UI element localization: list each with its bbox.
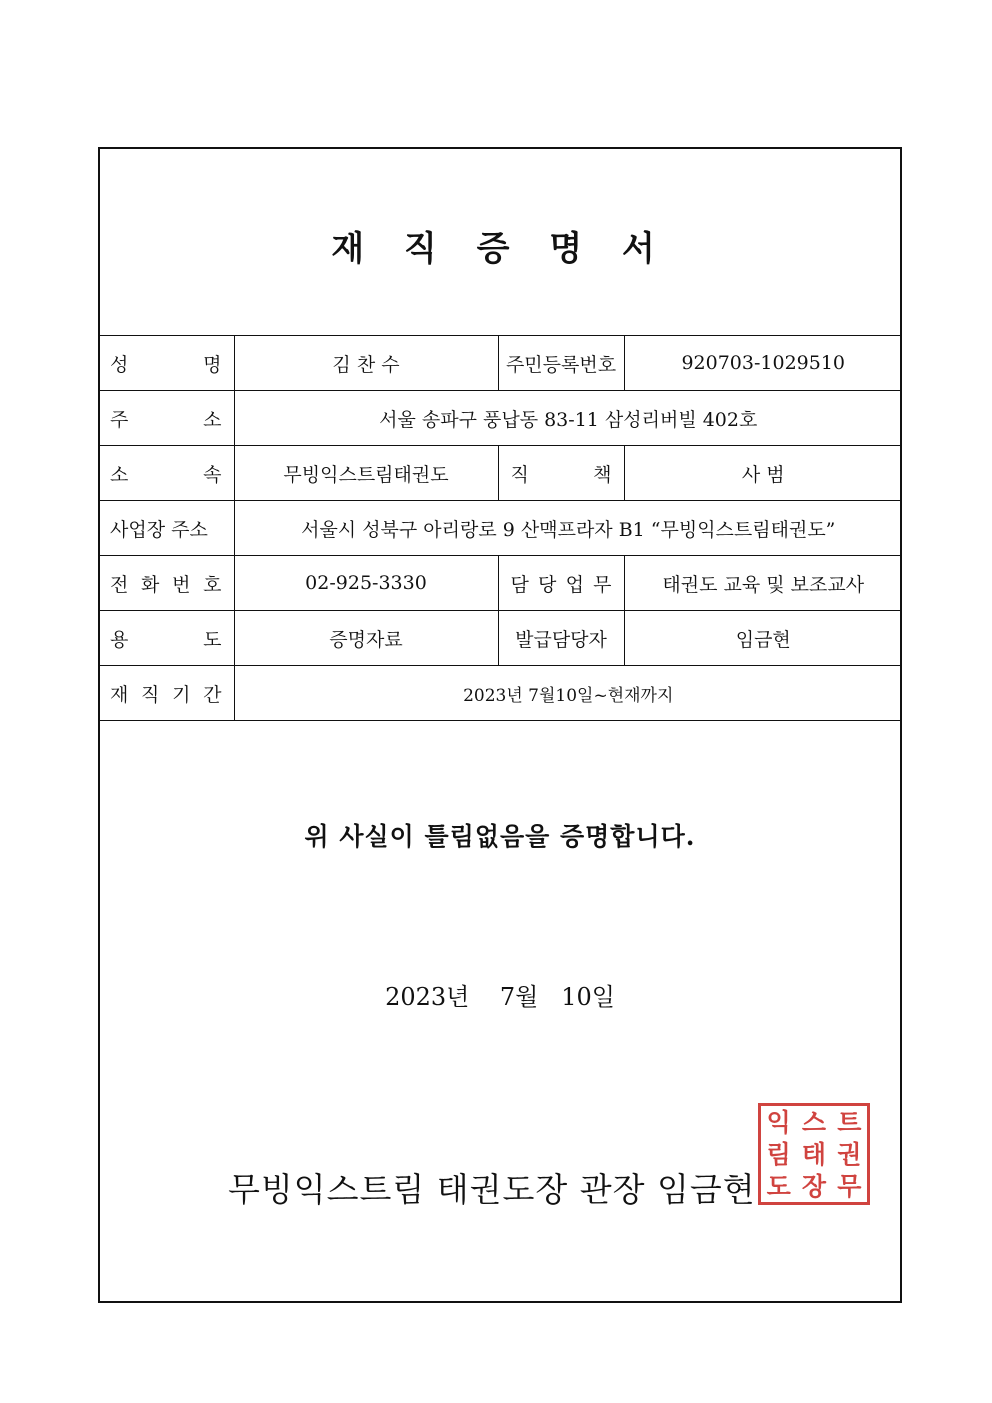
- label-period: 재 직 기 간: [98, 666, 234, 721]
- value-purpose: 증명자료: [234, 611, 498, 666]
- value-period: 2023년 7월10일~현재까지: [234, 666, 902, 721]
- certification-statement: 위 사실이 틀림없음을 증명합니다.: [304, 822, 696, 851]
- seal-char: 도: [766, 1171, 791, 1201]
- label-affiliation: 소 속: [98, 446, 234, 501]
- official-seal: [758, 1103, 870, 1205]
- document-title: 재 직 증 명 서: [331, 229, 669, 269]
- value-address: 서울 송파구 풍납동 83-11 삼성리버빌 402호: [234, 391, 902, 446]
- info-table: [98, 335, 902, 721]
- seal-char: 익: [766, 1107, 791, 1137]
- issue-date: 2023년 7월 10일: [385, 983, 615, 1011]
- label-purpose: 용 도: [98, 611, 234, 666]
- label-phone: 전 화 번 호: [98, 556, 234, 611]
- value-issuer-contact: 임금현: [624, 611, 902, 666]
- value-name: 김 찬 수: [234, 336, 498, 391]
- value-affiliation: 무빙익스트림태권도: [234, 446, 498, 501]
- seal-char: 장: [801, 1171, 827, 1201]
- value-position: 사 범: [624, 446, 902, 501]
- value-duty: 태권도 교육 및 보조교사: [624, 556, 902, 611]
- issuer-name: 무빙익스트림 태권도장 관장 임금현: [228, 1170, 756, 1209]
- value-phone: 02-925-3330: [234, 556, 498, 611]
- row-phone: [98, 556, 902, 611]
- label-address: 주 소: [98, 391, 234, 446]
- label-workplace-address: 사업장 주소: [98, 501, 234, 556]
- row-name: [98, 336, 902, 391]
- seal-char: 트: [837, 1107, 862, 1137]
- label-position: 직 책: [498, 446, 624, 501]
- row-address: [98, 391, 902, 446]
- label-rrn: 주민등록번호: [498, 336, 624, 391]
- value-rrn: 920703-1029510: [624, 336, 902, 391]
- seal-char: 림: [766, 1139, 791, 1169]
- seal-char: 태: [801, 1139, 827, 1169]
- row-purpose: [98, 611, 902, 666]
- row-period: [98, 666, 902, 721]
- seal-char: 권: [837, 1139, 862, 1169]
- seal-char: 스: [801, 1107, 827, 1137]
- value-workplace-address: 서울시 성북구 아리랑로 9 산맥프라자 B1 “무빙익스트림태권도”: [234, 501, 902, 556]
- row-affiliation: [98, 446, 902, 501]
- label-name: 성 명: [98, 336, 234, 391]
- seal-char: 무: [837, 1171, 862, 1201]
- label-duty: 담 당 업 무: [498, 556, 624, 611]
- row-workplace-address: [98, 501, 902, 556]
- label-issuer-contact: 발급담당자: [498, 611, 624, 666]
